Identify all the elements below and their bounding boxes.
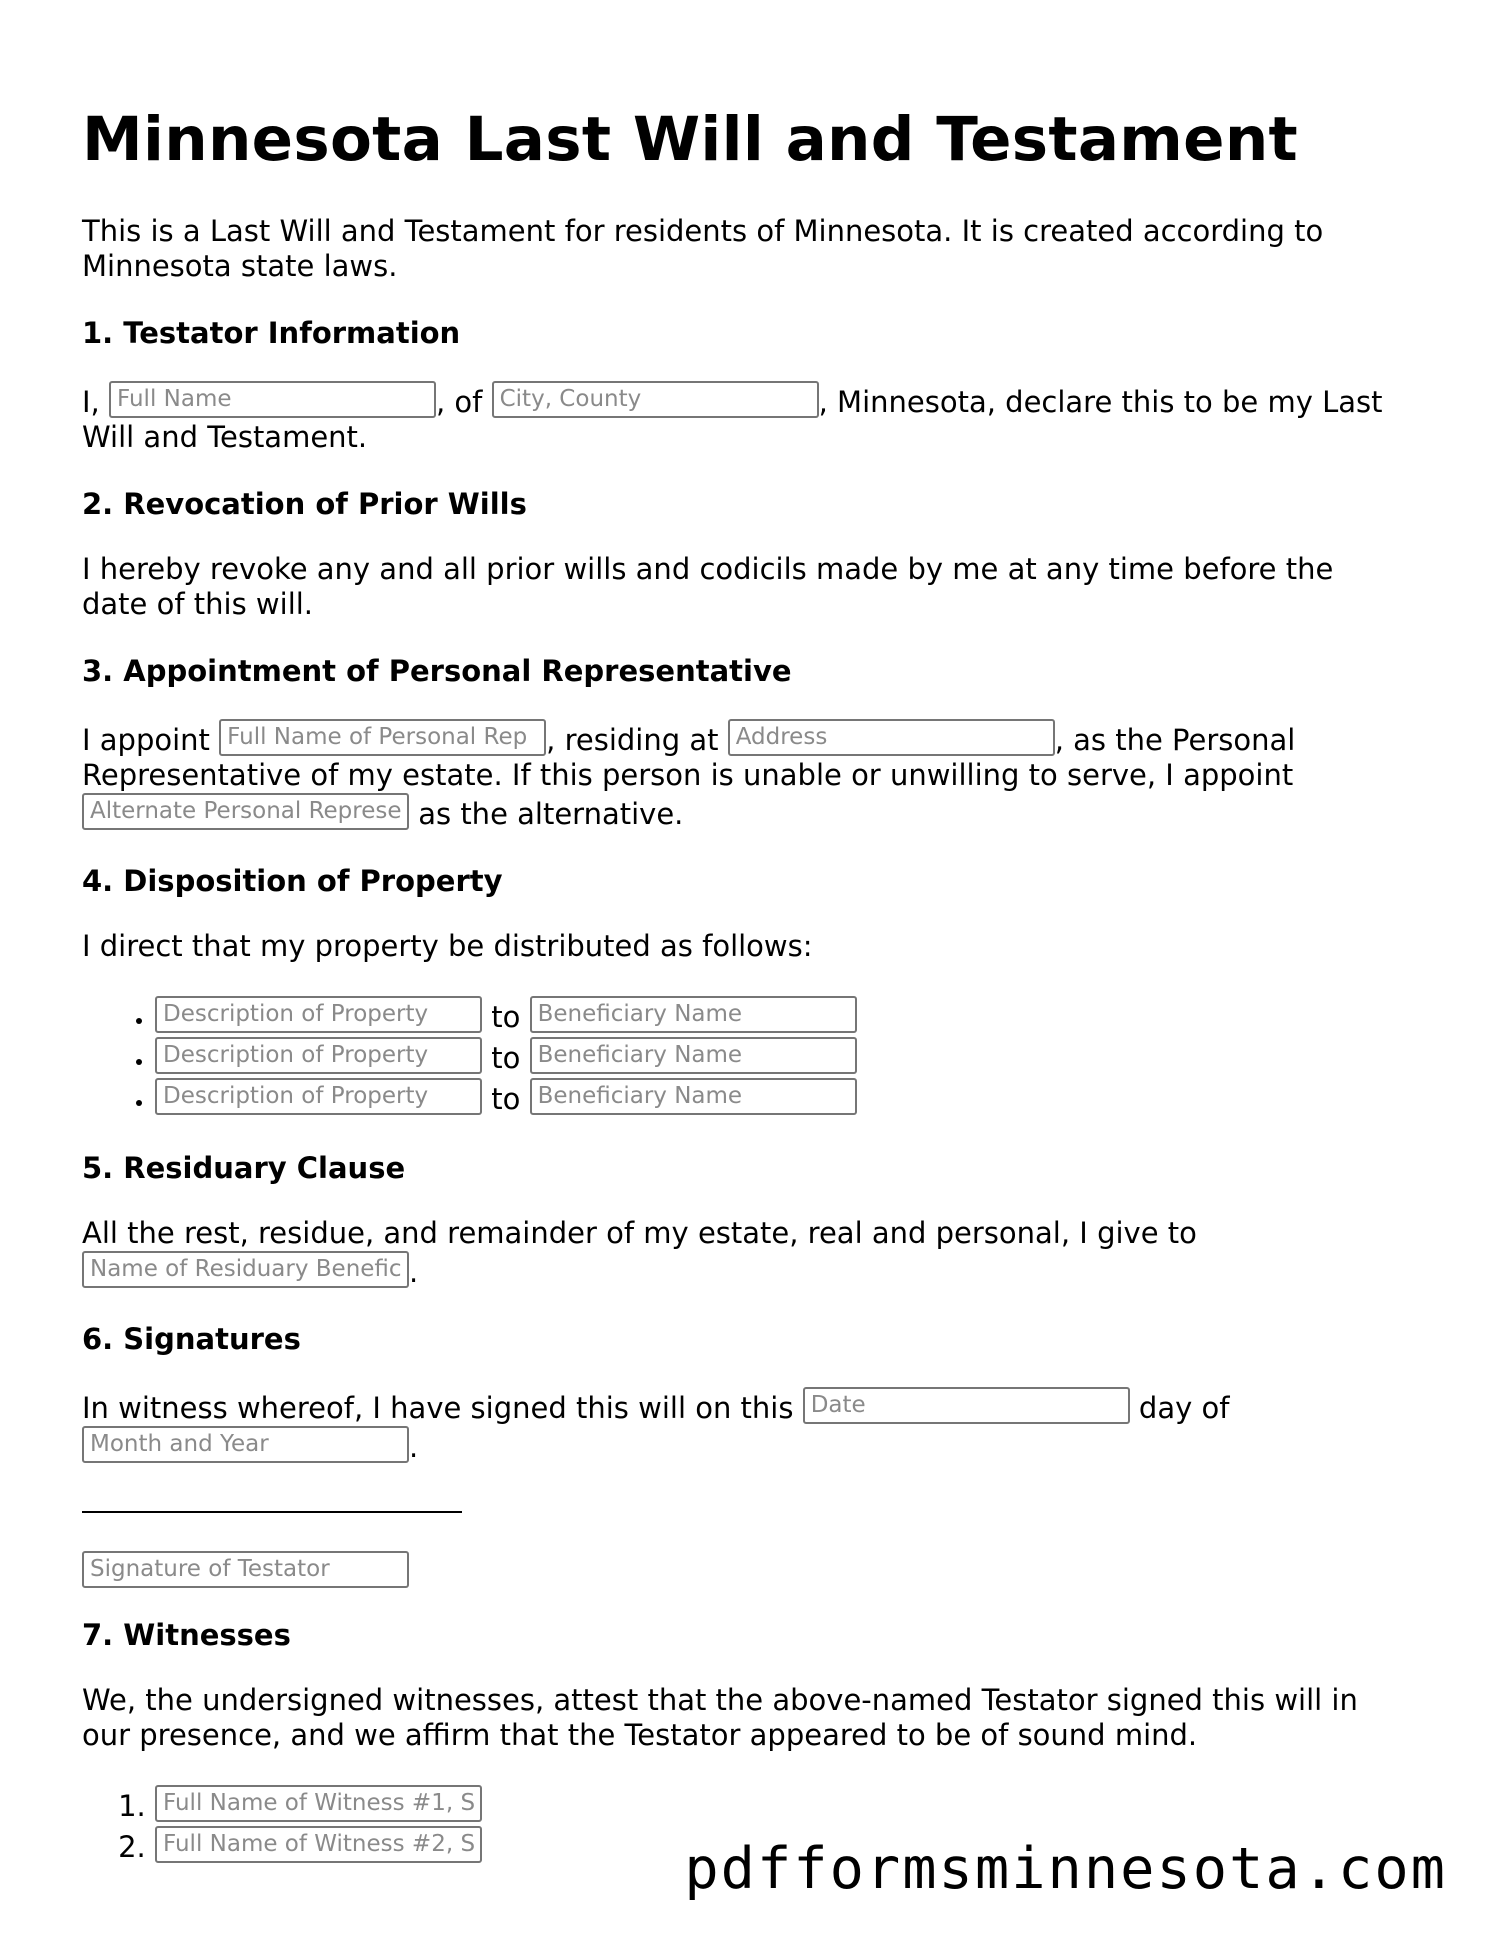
alternate-rep-field[interactable]: Alternate Personal Represe bbox=[82, 793, 409, 830]
section-heading-testator: 1. Testator Information bbox=[82, 316, 461, 350]
signatures-text-1: In witness whereof, I have signed this will on this bbox=[82, 1391, 803, 1425]
witness-2-field[interactable]: Full Name of Witness #2, S bbox=[155, 1826, 482, 1863]
property-description-field[interactable]: Description of Property bbox=[155, 996, 482, 1033]
testator-text-3: , Minnesota, declare this to be my Last Will and Testament. bbox=[82, 385, 1383, 454]
section-heading-residuary: 5. Residuary Clause bbox=[82, 1151, 406, 1185]
city-county-field[interactable]: City, County bbox=[492, 381, 819, 418]
to-connector: to bbox=[482, 1082, 530, 1116]
representative-text-1: I appoint bbox=[82, 723, 220, 757]
month-year-field[interactable]: Month and Year bbox=[82, 1426, 409, 1463]
residuary-text-2: . bbox=[409, 1255, 419, 1289]
witnesses-paragraph: We, the undersigned witnesses, attest that the above-named Testator signed this will in our presence, and we affirm that the Testator appeared to be of sound mind. bbox=[82, 1683, 1358, 1752]
testator-text-1: I, bbox=[82, 385, 109, 419]
signature-line bbox=[82, 1511, 462, 1513]
representative-text-3: , as the Personal Representative of my estate. If this person is unable or unwilling to serve, I appoint bbox=[82, 723, 1296, 792]
section-heading-representative: 3. Appointment of Personal Representative bbox=[82, 654, 792, 688]
property-description-field[interactable]: Description of Property bbox=[155, 1078, 482, 1115]
to-connector: to bbox=[482, 1000, 530, 1034]
intro-paragraph: This is a Last Will and Testament for residents of Minnesota. It is created according to Minnesota state laws. bbox=[82, 214, 1324, 283]
beneficiary-name-field[interactable]: Beneficiary Name bbox=[530, 1037, 857, 1074]
signatures-paragraph bbox=[82, 1387, 1402, 1465]
property-list bbox=[82, 996, 1402, 1119]
disposition-paragraph: I direct that my property be distributed as follows: bbox=[82, 929, 813, 963]
witness-1-field[interactable]: Full Name of Witness #1, S bbox=[155, 1785, 482, 1822]
page-title: Minnesota Last Will and Testament bbox=[82, 104, 1299, 175]
section-heading-signatures: 6. Signatures bbox=[82, 1322, 301, 1356]
representative-text-4: as the alternative. bbox=[409, 797, 684, 831]
signatures-text-2: day of bbox=[1129, 1391, 1230, 1425]
will-document bbox=[82, 95, 1402, 1899]
residuary-beneficiary-field[interactable]: Name of Residuary Benefic bbox=[82, 1251, 409, 1288]
to-connector: to bbox=[482, 1041, 530, 1075]
list-item bbox=[155, 1037, 1402, 1078]
residuary-paragraph bbox=[82, 1216, 1402, 1290]
list-item bbox=[155, 996, 1402, 1037]
list-item bbox=[155, 1078, 1402, 1119]
full-name-field[interactable]: Full Name bbox=[109, 381, 436, 418]
residuary-text-1: All the rest, residue, and remainder of my estate, real and personal, I give to bbox=[82, 1216, 1197, 1250]
signatures-text-3: . bbox=[409, 1430, 419, 1464]
beneficiary-name-field[interactable]: Beneficiary Name bbox=[530, 996, 857, 1033]
section-heading-revocation: 2. Revocation of Prior Wills bbox=[82, 487, 527, 521]
list-item bbox=[155, 1785, 1402, 1826]
section-heading-witnesses: 7. Witnesses bbox=[82, 1618, 291, 1652]
property-description-field[interactable]: Description of Property bbox=[155, 1037, 482, 1074]
representative-text-2: , residing at bbox=[546, 723, 728, 757]
date-field[interactable]: Date bbox=[803, 1387, 1130, 1424]
testator-text-2: , of bbox=[436, 385, 492, 419]
site-watermark: pdfformsminnesota.com bbox=[684, 1836, 1447, 1902]
address-field[interactable]: Address bbox=[728, 719, 1055, 756]
representative-paragraph bbox=[82, 719, 1402, 832]
signature-row bbox=[82, 1551, 1402, 1588]
testator-paragraph bbox=[82, 381, 1402, 455]
section-heading-disposition: 4. Disposition of Property bbox=[82, 864, 503, 898]
personal-rep-name-field[interactable]: Full Name of Personal Rep bbox=[219, 719, 546, 756]
beneficiary-name-field[interactable]: Beneficiary Name bbox=[530, 1078, 857, 1115]
testator-signature-field[interactable]: Signature of Testator bbox=[82, 1551, 409, 1588]
revocation-paragraph: I hereby revoke any and all prior wills and codicils made by me at any time before the date of this will. bbox=[82, 552, 1334, 621]
